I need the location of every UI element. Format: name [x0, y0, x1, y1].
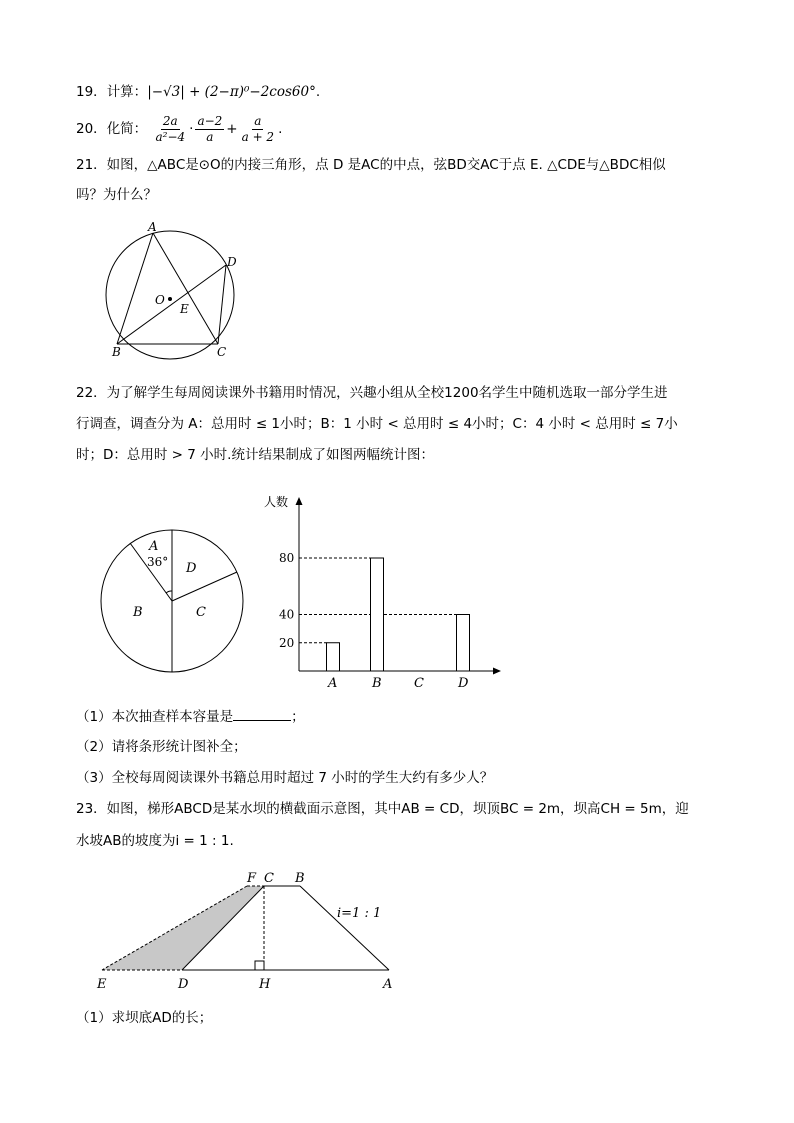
x-tick-label-B: B [372, 676, 382, 691]
circle-o [106, 231, 234, 359]
bar-B [371, 558, 384, 671]
x-axis-arrow [493, 668, 501, 675]
question-19 [76, 82, 320, 102]
operator: · [189, 121, 194, 137]
pie-label-c: C [196, 605, 206, 620]
numerator: 2a [162, 113, 178, 128]
label-d: D [227, 255, 237, 269]
operator: + [226, 121, 238, 137]
y-axis-arrow [296, 497, 303, 505]
label-b: B [112, 345, 121, 359]
answer-blank[interactable] [233, 706, 291, 721]
bar-chart [260, 488, 510, 693]
circle-figure [100, 218, 250, 363]
label-c: C [264, 871, 274, 886]
label-e: E [97, 977, 107, 992]
question-label: 化简： [106, 121, 148, 137]
chord-bd [117, 265, 226, 344]
label-d: D [178, 977, 189, 992]
pie-label-b: B [133, 605, 143, 620]
bar-D [457, 615, 470, 672]
fraction-1 [153, 114, 187, 145]
center-point [168, 297, 172, 301]
pie-label-angle: 36° [147, 555, 169, 569]
pie-chart [95, 525, 250, 680]
pie-label-d: D [186, 561, 197, 576]
side-ab [117, 233, 153, 344]
y-tick-label-40: 40 [279, 607, 295, 622]
punctuation: . [278, 121, 283, 137]
pie-label-a: A [149, 539, 159, 554]
question-number: 19． [76, 84, 107, 100]
question-22-line-3: 时；D：总用时 > 7 小时.统计结果制成了如图两幅统计图： [76, 447, 434, 463]
denominator: a + 2 [241, 129, 275, 144]
label-b: B [295, 871, 305, 886]
denominator: a [206, 129, 214, 144]
angle-arc [166, 591, 172, 593]
label-e: E [180, 302, 189, 316]
slope-ab [300, 886, 389, 970]
bar-A [327, 643, 340, 671]
label-o: O [155, 293, 165, 307]
x-tick-label-D: D [458, 676, 469, 691]
punctuation: ； [291, 709, 305, 725]
shaded-region [102, 886, 264, 970]
question-23-line-2: 水坡AB的坡度为i = 1 : 1. [76, 833, 234, 849]
numerator: a [254, 113, 262, 128]
slope-label: i=1 : 1 [337, 906, 382, 921]
dam-figure [92, 866, 402, 996]
numerator: a−2 [197, 113, 223, 128]
x-tick-label-C: C [414, 676, 424, 691]
question-23-sub-1: （1）求坝底AD的长； [76, 1010, 213, 1026]
question-22-sub-3: （3）全校每周阅读课外书籍总用时超过 7 小时的学生大约有多少人？ [76, 770, 494, 786]
question-22-sub-1 [76, 706, 305, 727]
right-angle-mark [255, 961, 264, 970]
y-tick-label-80: 80 [279, 551, 295, 565]
question-22-line-2: 行调查，调查分为 A：总用时 ≤ 1小时；B：1 小时 < 总用时 ≤ 4小时；C：4 小时 < 总用时 ≤ 7小 [76, 416, 678, 432]
sub-question-text: （1）本次抽查样本容量是 [76, 709, 234, 725]
question-22-sub-2: （2）请将条形统计图补全； [76, 739, 247, 755]
side-ac [153, 233, 218, 344]
question-22-line-1: 22．为了解学生每周阅读课外书籍用时情况，兴趣小组从全校1200名学生中随机选取一部分学生进 [76, 385, 668, 401]
label-a: A [383, 977, 393, 992]
denominator: a²−4 [155, 129, 186, 144]
y-tick-label-20: 20 [279, 635, 295, 650]
question-23-line-1: 23．如图，梯形ABCD是某水坝的横截面示意图，其中AB = CD，坝顶BC = 2m，坝高CH = 5m，迎 [76, 801, 689, 817]
question-20 [76, 112, 282, 146]
x-tick-label-A: A [328, 676, 338, 691]
fraction-2 [195, 114, 224, 145]
label-a: A [148, 220, 157, 234]
label-f: F [247, 871, 257, 886]
question-number: 20． [76, 121, 107, 137]
label-c: C [217, 345, 227, 359]
question-21-line-2: 吗？为什么？ [76, 187, 157, 203]
question-21-line-1: 21．如图，△ABC是⊙O的内接三角形，点 D 是AC的中点，弦BD交AC于点 E. △CDE与△BDC相似 [76, 157, 666, 173]
label-h: H [259, 977, 271, 992]
fraction-3 [240, 114, 276, 145]
math-expression: |−√3| + (2−π)⁰−2cos60° [147, 84, 316, 100]
pie-divider-d-c [172, 572, 237, 601]
punctuation: . [315, 84, 321, 100]
y-axis-label: 人数 [264, 495, 289, 509]
question-label: 计算： [106, 84, 148, 100]
